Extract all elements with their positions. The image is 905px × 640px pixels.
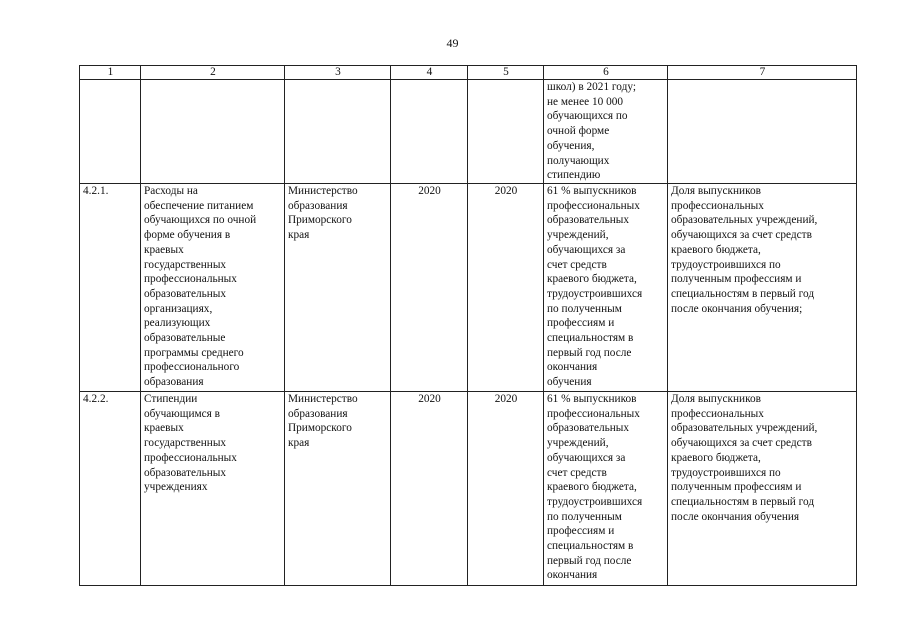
cell-start-year: 2020 bbox=[391, 392, 468, 586]
cell-name: Расходы на обеспечение питанием обучающихся по очной форме обучения в краевых государственных профессиональных образовательных организациях, реализующих образовательные программы среднего профессионального образования bbox=[141, 184, 285, 392]
cell-executor: Министерство образования Приморского края bbox=[285, 392, 391, 586]
column-header-4: 4 bbox=[391, 66, 468, 80]
column-header-2: 2 bbox=[141, 66, 285, 80]
column-header-5: 5 bbox=[468, 66, 544, 80]
cell-end-year bbox=[468, 80, 544, 184]
cell-indicator bbox=[668, 80, 857, 184]
cell-executor: Министерство образования Приморского края bbox=[285, 184, 391, 392]
cell-name bbox=[141, 80, 285, 184]
cell-start-year bbox=[391, 80, 468, 184]
table-row bbox=[80, 392, 857, 586]
cell-end-year: 2020 bbox=[468, 184, 544, 392]
cell-number: 4.2.2. bbox=[80, 392, 141, 586]
column-header-3: 3 bbox=[285, 66, 391, 80]
continuation-row bbox=[80, 80, 857, 184]
cell-number: 4.2.1. bbox=[80, 184, 141, 392]
column-header-6: 6 bbox=[544, 66, 668, 80]
cell-result: 61 % выпускников профессиональных образовательных учреждений, обучающихся за счет средств краевого бюджета, трудоустроившихся по полученным профессиям и специальностям в первый год после окончания bbox=[544, 392, 668, 586]
cell-name: Стипендии обучающимся в краевых государственных профессиональных образовательных учреждениях bbox=[141, 392, 285, 586]
cell-number bbox=[80, 80, 141, 184]
column-number-row bbox=[80, 66, 857, 80]
column-header-1: 1 bbox=[80, 66, 141, 80]
column-header-7: 7 bbox=[668, 66, 857, 80]
cell-end-year: 2020 bbox=[468, 392, 544, 586]
cell-start-year: 2020 bbox=[391, 184, 468, 392]
program-activities-table bbox=[79, 65, 857, 586]
cell-executor bbox=[285, 80, 391, 184]
cell-result: 61 % выпускников профессиональных образовательных учреждений, обучающихся за счет средств краевого бюджета, трудоустроившихся по полученным профессиям и специальностям в первый год после окончания обучения bbox=[544, 184, 668, 392]
cell-result: школ) в 2021 году; не менее 10 000 обучающихся по очной форме обучения, получающих стипендию bbox=[544, 80, 668, 184]
page-number: 49 bbox=[446, 36, 459, 50]
cell-indicator: Доля выпускников профессиональных образовательных учреждений, обучающихся за счет средств краевого бюджета, трудоустроившихся по полученным профессиям и специальностям в первый год после окончания обучения; bbox=[668, 184, 857, 392]
table-row bbox=[80, 184, 857, 392]
cell-indicator: Доля выпускников профессиональных образовательных учреждений, обучающихся за счет средств краевого бюджета, трудоустроившихся по полученным профессиям и специальностям в первый год после окончания обучения bbox=[668, 392, 857, 586]
